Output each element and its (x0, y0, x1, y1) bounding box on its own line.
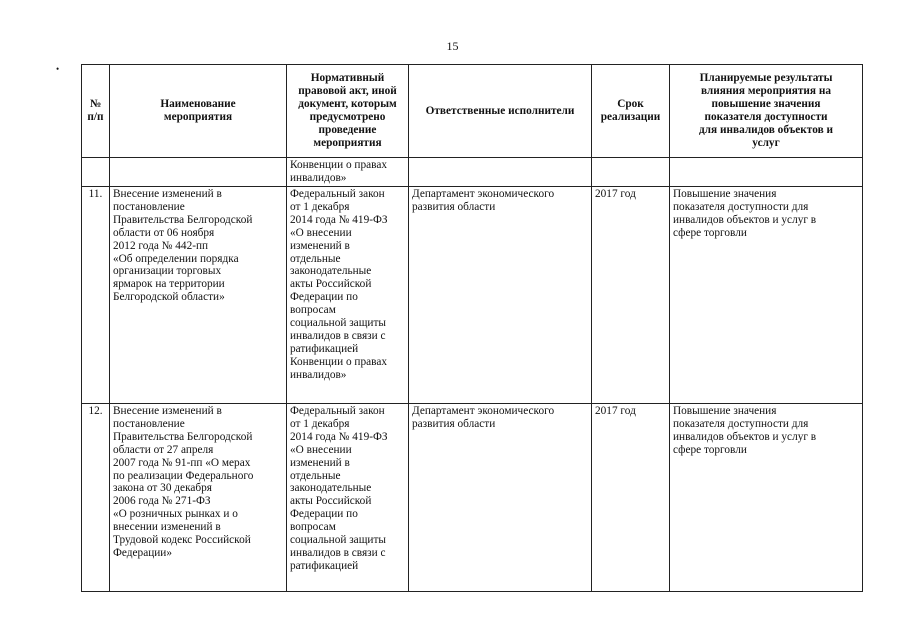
cell-text-line: Правительства Белгородской (113, 213, 253, 226)
cell-text-line: реализации (600, 111, 661, 123)
cell-text-line: ярмарок на территории (113, 278, 225, 291)
cell-text-line: п/п (87, 111, 104, 123)
cell-text-line: для инвалидов объектов и (698, 124, 834, 136)
cell-text-line: правовой акт, иной (298, 85, 397, 97)
cell-text-line: организации торговых (113, 265, 222, 278)
cell-text-line: 2012 года № 442-пп (113, 239, 209, 252)
cell-text-line: инвалидов в связи с (290, 329, 386, 342)
cell-legal-act (287, 404, 409, 592)
cell-text-line: от 1 декабря (290, 200, 350, 213)
cell-text-line: 2007 года № 91-пп «О мерах (113, 456, 251, 469)
cell-text-line: вопросам (290, 304, 336, 317)
cell-text-line: Срок (617, 98, 644, 110)
cell-text-line: постановление (113, 417, 185, 430)
cell-text-line: по реализации Федерального (113, 469, 254, 482)
cell-text-line: Планируемые результаты (699, 72, 833, 84)
cell-executors (409, 158, 592, 187)
cell-text-line: Федерации» (113, 546, 172, 559)
cell-text-line: мероприятия (163, 111, 233, 123)
cell-text-line: изменений в (290, 456, 350, 469)
measures-table (81, 64, 863, 592)
cell-legal-act (287, 158, 409, 187)
cell-text-line: закона от 30 декабря (113, 482, 212, 495)
cell-text-line: «О внесении (290, 443, 352, 456)
cell-text-line: 2014 года № 419-ФЗ (290, 430, 388, 443)
cell-text-line: предусмотрено (309, 111, 386, 123)
cell-text-line: инвалидов объектов и услуг в (673, 213, 817, 226)
cell-text-line: показателя доступности для (673, 200, 809, 213)
cell-text-line: Наименование (160, 98, 236, 110)
cell-text-line: сфере торговли (673, 226, 747, 239)
cell-number: 12. (82, 404, 110, 592)
cell-text-line: 2006 года № 271-ФЗ (113, 495, 211, 508)
cell-results (670, 158, 863, 187)
cell-text-line: Нормативный (310, 72, 385, 84)
cell-text-line: Департамент экономического (412, 188, 555, 200)
cell-number: 11. (82, 187, 110, 404)
cell-text-line: 2014 года № 419-ФЗ (290, 213, 388, 226)
cell-text-line: области от 27 апреля (113, 443, 214, 456)
page-number: 15 (446, 39, 459, 53)
cell-text-line: законодательные (290, 482, 372, 495)
header-results (670, 65, 863, 158)
table-row (82, 187, 863, 404)
cell-text-line: «О розничных рынках и о (113, 508, 238, 521)
table-row (82, 404, 863, 592)
cell-text-line: показателя доступности (704, 111, 828, 123)
cell-text-line: Федерации по (290, 291, 358, 304)
cell-text-line: проведение (318, 124, 377, 136)
cell-text-line: Внесение изменений в (113, 405, 222, 417)
cell-measure-name (110, 158, 287, 187)
margin-mark: • (56, 64, 60, 74)
cell-text-line: сфере торговли (673, 443, 747, 456)
cell-text-line: акты Российской (290, 278, 372, 291)
cell-measure-name (110, 187, 287, 404)
cell-text-line: области от 06 ноября (113, 226, 215, 239)
header-measure-name (110, 65, 287, 158)
cell-text-line: инвалидов» (290, 171, 347, 184)
cell-text-line: изменений в (290, 239, 350, 252)
cell-legal-act (287, 187, 409, 404)
cell-executors (409, 404, 592, 592)
cell-text-line: Ответственные исполнители (425, 104, 575, 117)
cell-executors (409, 187, 592, 404)
cell-text-line: повышение значения (711, 98, 821, 110)
cell-results (670, 404, 863, 592)
cell-text-line: влияния мероприятия на (700, 85, 832, 97)
cell-text-line: Повышение значения (673, 405, 777, 417)
cell-text-line: инвалидов» (290, 368, 347, 381)
cell-text-line: отдельные (290, 469, 341, 482)
cell-text-line: вопросам (290, 521, 336, 534)
cell-text-line: ратификацией (290, 342, 359, 355)
cell-text-line: Трудовой кодекс Российской (113, 534, 251, 547)
cell-text-line: законодательные (290, 265, 372, 278)
header-executors (409, 65, 592, 158)
cell-text-line: Федеральный закон (290, 188, 385, 200)
cell-text-line: Белгородской области» (113, 291, 225, 304)
cell-text-line: от 1 декабря (290, 417, 350, 430)
cell-text-line: «Об определении порядка (113, 252, 239, 265)
cell-text-line: внесении изменений в (113, 521, 221, 534)
cell-text-line: Федерации по (290, 508, 358, 521)
cell-text-line: документ, которым (298, 98, 397, 110)
cell-text-line: Внесение изменений в (113, 188, 222, 200)
cell-measure-name (110, 404, 287, 592)
cell-text-line: мероприятия (313, 137, 382, 149)
cell-text-line: Департамент экономического (412, 405, 555, 417)
cell-text-line: ратификацией (290, 559, 359, 572)
header-term (592, 65, 670, 158)
table-row (82, 158, 863, 187)
cell-text-line: показателя доступности для (673, 417, 809, 430)
cell-text-line: социальной защиты (290, 317, 386, 330)
cell-term (592, 158, 670, 187)
cell-text-line: Повышение значения (673, 188, 777, 200)
header-number (82, 65, 110, 158)
cell-text-line: развития области (412, 417, 496, 430)
cell-text-line: отдельные (290, 252, 341, 265)
cell-term: 2017 год (592, 187, 670, 404)
cell-text-line: № (89, 98, 102, 110)
cell-text-line: акты Российской (290, 495, 372, 508)
cell-results (670, 187, 863, 404)
cell-text-line: услуг (752, 137, 780, 149)
cell-text-line: «О внесении (290, 226, 352, 239)
cell-text-line: Конвенции о правах (290, 355, 387, 368)
cell-term: 2017 год (592, 404, 670, 592)
cell-text-line: Федеральный закон (290, 405, 385, 417)
cell-text-line: Конвенции о правах (290, 159, 387, 171)
cell-text-line: Правительства Белгородской (113, 430, 253, 443)
table-header-row (82, 65, 863, 158)
header-legal-act (287, 65, 409, 158)
cell-text-line: инвалидов в связи с (290, 546, 386, 559)
cell-text-line: инвалидов объектов и услуг в (673, 430, 817, 443)
cell-number (82, 158, 110, 187)
cell-text-line: развития области (412, 200, 496, 213)
cell-text-line: постановление (113, 200, 185, 213)
cell-text-line: социальной защиты (290, 534, 386, 547)
